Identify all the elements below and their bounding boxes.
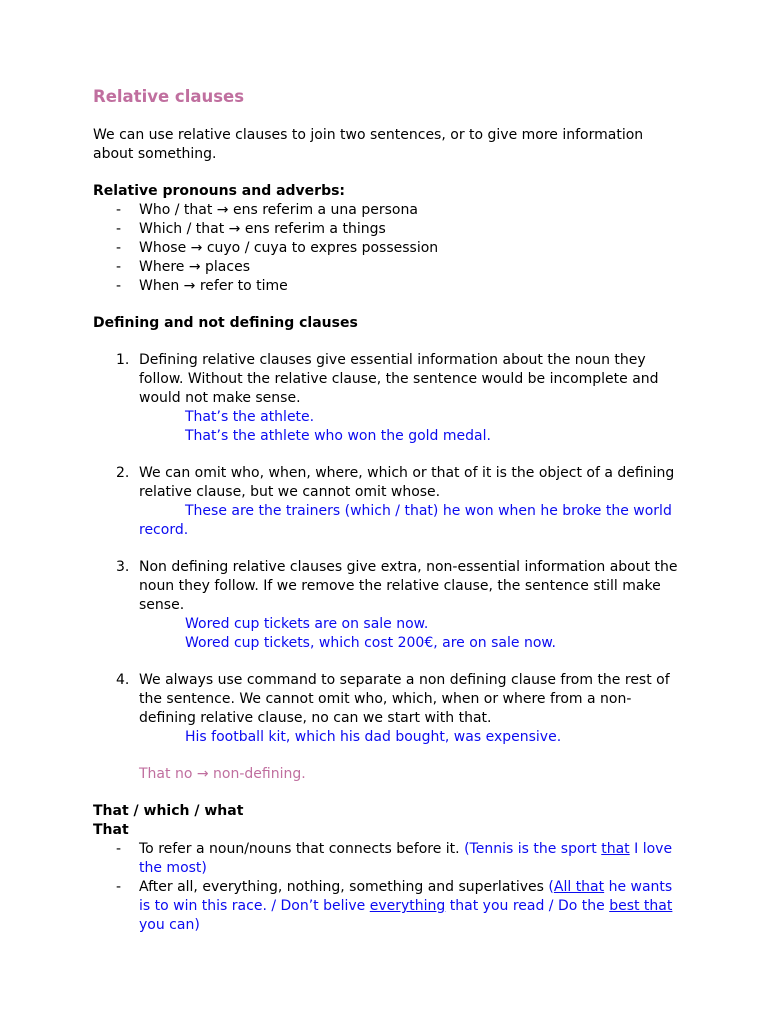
item-text: Non defining relative clauses give extra, non-essential information about the noun they follow. If we remove the relative clause, the sentence still make sense. [139,559,678,613]
spacer [93,108,683,126]
example-part: you can) [139,917,200,933]
list-item [93,277,683,296]
list-item [93,878,683,935]
item-number: 3. [116,559,130,575]
list-item-text: To refer a noun/nouns that connects before it. [139,841,460,857]
that-subheading: That [93,822,129,838]
that-which-what-heading: That / which / what [93,803,244,819]
underlined-word: best that [609,898,673,914]
list-item-text: When → refer to time [139,278,288,294]
example-part: ( [548,879,554,895]
example-part: that you read / Do the [445,898,610,914]
example-part: I love the most) [139,841,673,876]
list-item-text: After all, everything, nothing, something and superlatives [139,879,544,895]
spacer [93,333,683,351]
dash-bullet: - [116,841,122,857]
example-part: he wants is to win this race. / Don’t belive [139,879,673,914]
underlined-word: everything [369,898,446,914]
that-list [93,840,683,935]
underlined-word: that [601,841,630,857]
dash-bullet: - [116,879,122,895]
spacer [93,164,683,182]
example-sentence: His football kit, which his dad bought, was expensive. [185,729,562,745]
item-number: 2. [116,465,130,481]
spacer [93,446,683,464]
numbered-item-1 [93,351,683,446]
numbered-item-3 [93,558,683,653]
dash-bullet: - [116,240,122,256]
dash-bullet: - [116,278,122,294]
list-item-text: Whose → cuyo / cuya to expres possession [139,240,439,256]
document-page [93,86,683,935]
page-title: Relative clauses [93,87,245,106]
example-sentence: Wored cup tickets, which cost 200€, are on sale now. [185,635,556,651]
spacer [93,653,683,671]
intro-paragraph: We can use relative clauses to join two sentences, or to give more information about something. [93,127,644,162]
item-text: We can omit who, when, where, which or that of it is the object of a defining relative clause, but we cannot omit whose. [139,465,675,500]
note-text: That no → non-defining. [139,766,306,782]
spacer [93,784,683,802]
list-item [93,258,683,277]
list-item-text: Who / that → ens referim a una persona [139,202,418,218]
item-number: 4. [116,672,130,688]
example-sentence: Wored cup tickets are on sale now. [185,616,429,632]
spacer [93,540,683,558]
list-item [93,220,683,239]
numbered-item-2 [93,464,683,540]
pronouns-list [93,201,683,296]
underlined-word: All that [553,879,605,895]
numbered-item-4 [93,671,683,747]
dash-bullet: - [116,221,122,237]
list-item [93,840,683,878]
item-number: 1. [116,352,130,368]
list-item [93,239,683,258]
item-text: We always use command to separate a non defining clause from the rest of the sentence. We cannot omit who, which, when or where from a non-defining relative clause, no can we start with that. [139,672,670,726]
list-item-text: Where → places [139,259,250,275]
example-sentence: That’s the athlete who won the gold medal. [185,428,491,444]
example-part: (Tennis is the sport [464,841,602,857]
pronouns-heading: Relative pronouns and adverbs: [93,183,346,199]
list-item [93,201,683,220]
example-sentence: These are the trainers (which / that) he won when he broke the world record. [139,503,672,538]
list-item-text: Which / that → ens referim a things [139,221,386,237]
spacer [93,296,683,314]
dash-bullet: - [116,202,122,218]
example-sentence: That’s the athlete. [185,409,315,425]
dash-bullet: - [116,259,122,275]
defining-heading: Defining and not defining clauses [93,315,358,331]
item-text: Defining relative clauses give essential information about the noun they follow. Without the relative clause, the sentence would be incomplete and would not make sense. [139,352,659,406]
spacer [93,747,683,765]
